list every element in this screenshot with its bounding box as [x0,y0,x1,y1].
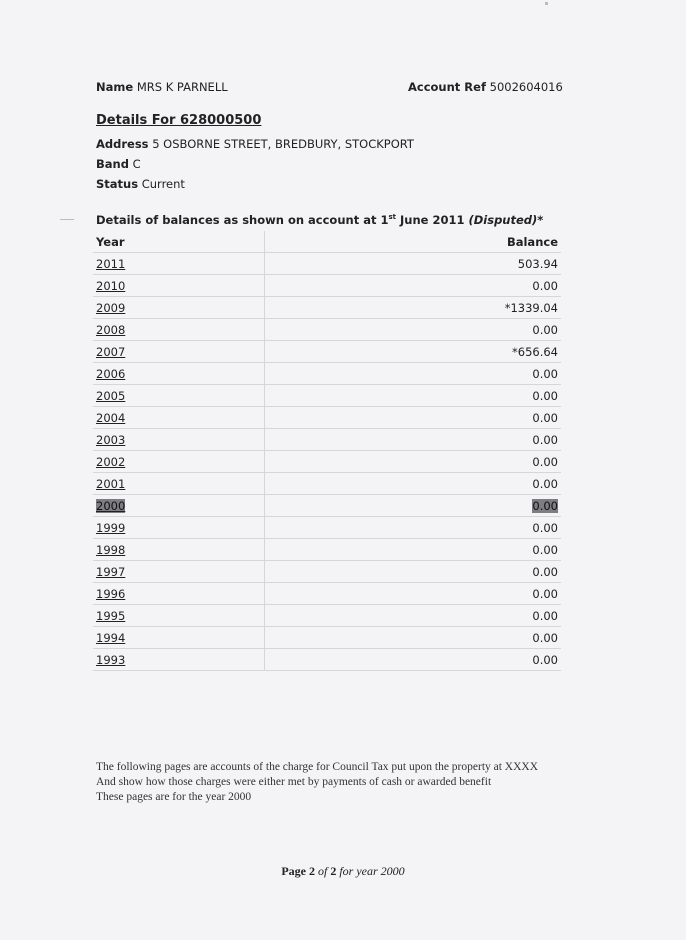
year-value: 2008 [96,322,126,337]
footer-line-2: And show how those charges were either met by payments of cash or awarded benefit [96,776,492,788]
year-value: 2005 [96,388,126,403]
status-label: Status [96,177,139,191]
balance-cell [265,429,562,451]
account-label: Account Ref [408,80,486,94]
page-suffix: for year 2000 [339,864,405,878]
balance-cell [265,341,562,363]
balance-value: 0.00 [532,498,558,513]
table-row [93,275,561,297]
year-value: 2002 [96,454,126,469]
scan-dot [545,2,548,5]
table-row [93,605,561,627]
balance-cell [265,407,562,429]
balance-value: 0.00 [532,322,558,337]
year-cell [93,363,265,385]
balance-value: *1339.04 [504,300,558,315]
year-value: 2000 [96,498,126,513]
balances-title [96,213,543,227]
year-value: 2010 [96,278,126,293]
footer-line-1: The following pages are accounts of the charge for Council Tax put upon the property at XXXX [96,761,539,773]
balance-value: 0.00 [532,454,558,469]
year-cell [93,561,265,583]
year-value: 2001 [96,476,126,491]
balance-cell [265,517,562,539]
year-cell [93,297,265,319]
balance-value: 0.00 [532,278,558,293]
year-cell [93,275,265,297]
table-row [93,627,561,649]
balance-value: 503.94 [517,256,558,271]
year-cell [93,319,265,341]
balance-cell [265,473,562,495]
balance-value: 0.00 [532,564,558,579]
balance-cell [265,253,562,275]
balance-value: 0.00 [532,608,558,623]
table-row [93,253,561,275]
balance-cell [265,583,562,605]
balance-cell [265,649,562,671]
balance-cell [265,385,562,407]
year-cell [93,627,265,649]
year-value: 1997 [96,564,126,579]
balances-title-suffix: * [537,213,544,227]
page-current: 2 [308,864,315,878]
year-cell [93,429,265,451]
balance-value: 0.00 [532,388,558,403]
account-ref [408,80,563,94]
table-row [93,517,561,539]
year-value: 1993 [96,652,126,667]
disputed-label: (Disputed) [468,213,538,227]
address-label: Address [96,137,149,151]
year-cell [93,407,265,429]
balances-title-prefix: Details of balances as shown on account at 1 [96,213,389,227]
balance-cell [265,539,562,561]
table-row [93,561,561,583]
address-line [96,137,414,151]
year-cell [93,649,265,671]
customer-name [96,80,228,94]
year-value: 2009 [96,300,126,315]
scan-mark [60,219,74,220]
balance-value: 0.00 [532,366,558,381]
table-row [93,539,561,561]
balances-title-sup: st [388,213,396,222]
footer-line-3: These pages are for the year 2000 [96,791,252,803]
address-value: 5 OSBORNE STREET, BREDBURY, STOCKPORT [152,137,414,151]
table-row [93,429,561,451]
page-of: of [317,864,328,878]
band-line [96,157,141,171]
year-value: 2003 [96,432,126,447]
account-value: 5002604016 [489,80,563,94]
year-value: 1998 [96,542,126,557]
page-word: Page [281,864,306,878]
year-cell [93,473,265,495]
table-row [93,341,561,363]
name-label: Name [96,80,134,94]
year-cell [93,341,265,363]
table-row [93,495,561,517]
balance-cell [265,319,562,341]
balance-value: 0.00 [532,432,558,447]
balance-value: 0.00 [532,542,558,557]
year-value: 2011 [96,256,126,271]
year-value: 1996 [96,586,126,601]
year-cell [93,583,265,605]
year-value: 2007 [96,344,126,359]
balance-column-header: Balance [265,231,562,253]
balance-cell [265,297,562,319]
balance-cell [265,275,562,297]
page-number [0,864,686,879]
year-value: 2006 [96,366,126,381]
table-header-row [93,231,561,253]
year-value: 1999 [96,520,126,535]
year-value: 1995 [96,608,126,623]
balance-cell [265,605,562,627]
footer-text [96,760,566,805]
balance-cell [265,363,562,385]
year-cell [93,539,265,561]
band-value: C [132,157,141,171]
balances-title-mid: June 2011 [396,213,469,227]
balance-value: 0.00 [532,630,558,645]
table-row [93,451,561,473]
balance-cell [265,451,562,473]
table-row [93,473,561,495]
band-label: Band [96,157,129,171]
year-value: 2004 [96,410,126,425]
balance-value: 0.00 [532,652,558,667]
table-row [93,297,561,319]
year-cell [93,517,265,539]
balance-value: 0.00 [532,586,558,601]
table-row [93,407,561,429]
year-cell [93,253,265,275]
balance-value: 0.00 [532,520,558,535]
year-cell [93,495,265,517]
page-total: 2 [330,864,337,878]
year-value: 1994 [96,630,126,645]
year-column-header: Year [93,231,265,253]
status-value: Current [141,177,185,191]
table-row [93,583,561,605]
table-row [93,385,561,407]
balances-table [93,231,561,671]
balance-value: 0.00 [532,410,558,425]
status-line [96,177,185,191]
name-value: MRS K PARNELL [136,80,228,94]
table-row [93,649,561,671]
balance-value: 0.00 [532,476,558,491]
balance-cell [265,495,562,517]
table-row [93,319,561,341]
balance-value: *656.64 [512,344,558,359]
balance-cell [265,561,562,583]
details-title: Details For 628000500 [96,113,262,128]
table-row [93,363,561,385]
year-cell [93,451,265,473]
balance-cell [265,627,562,649]
year-cell [93,605,265,627]
year-cell [93,385,265,407]
